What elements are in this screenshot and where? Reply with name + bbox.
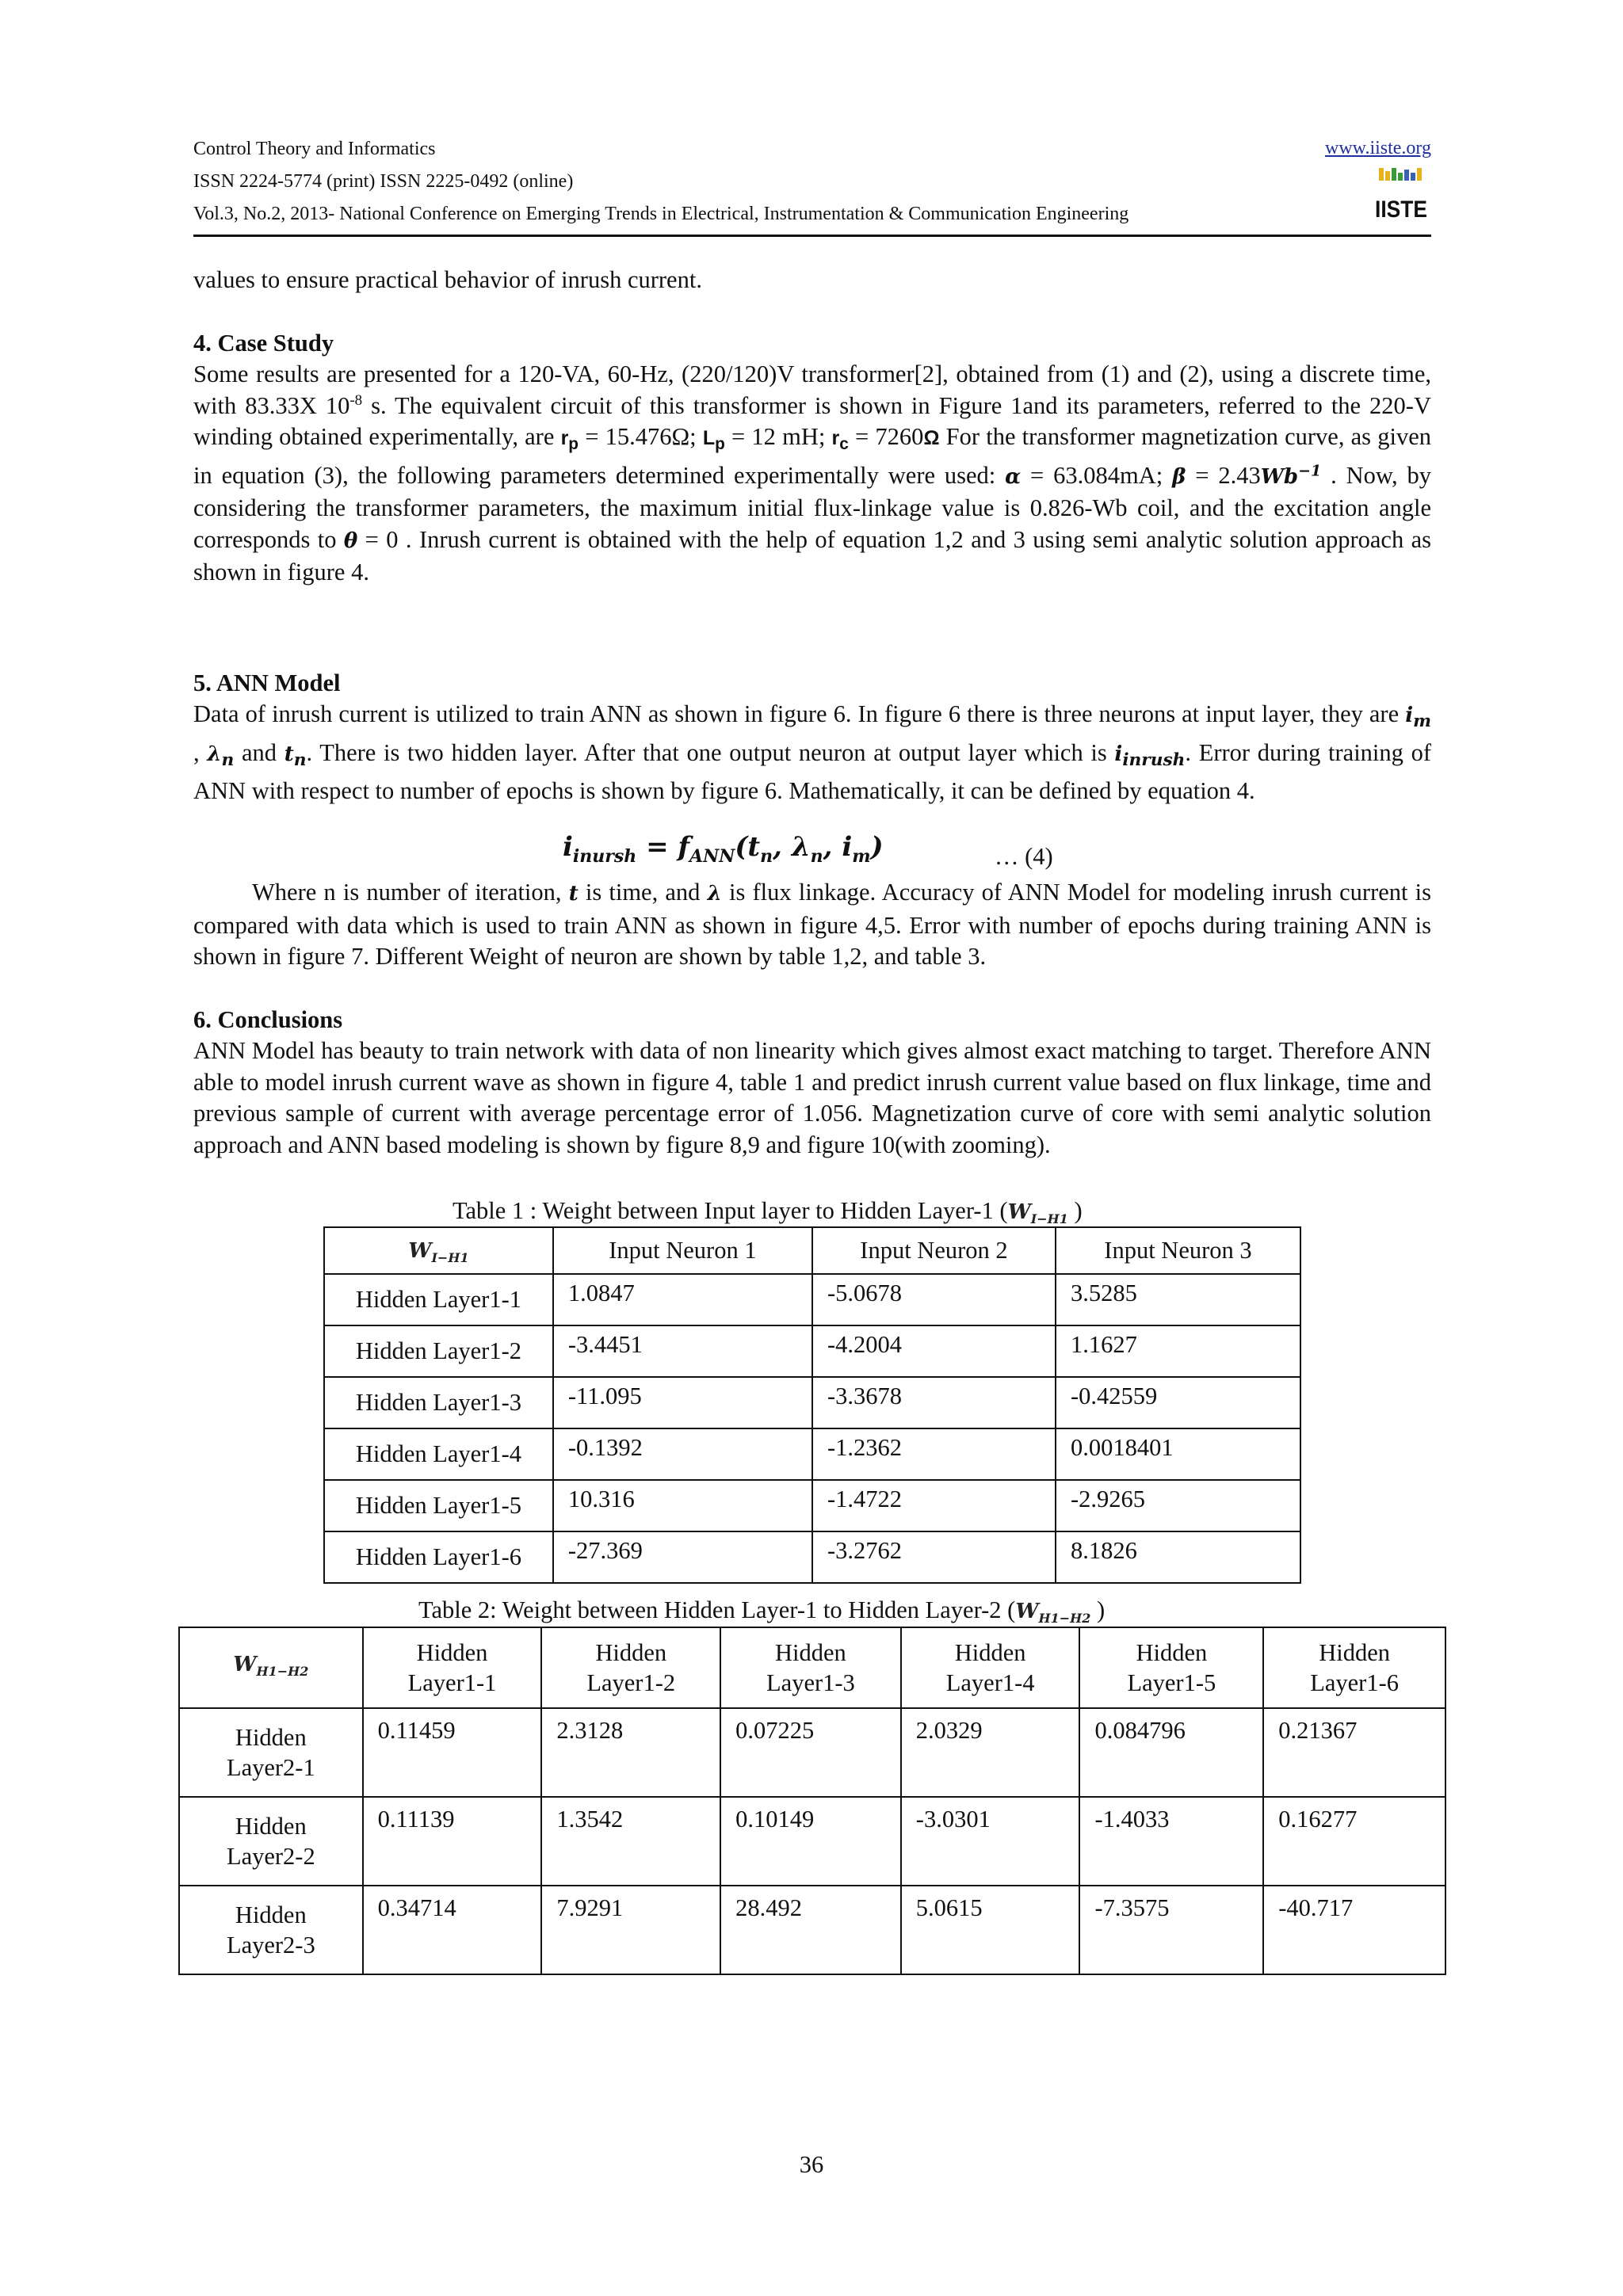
section4-body — [193, 359, 1431, 589]
table2-cell: 0.10149 — [720, 1797, 901, 1886]
s5-text-4: Where n is number of iteration, — [252, 879, 569, 906]
table2-cell: -1.4033 — [1079, 1797, 1263, 1886]
table1-cell: 10.316 — [553, 1480, 812, 1531]
t-symbol: t — [568, 882, 579, 906]
table1-col-header: Input Neuron 3 — [1056, 1227, 1300, 1274]
table1-cell: -1.4722 — [812, 1480, 1056, 1531]
table2-cell: 0.084796 — [1079, 1708, 1263, 1797]
tn-symbol: $t_n$ — [284, 742, 307, 770]
table1-cell: -0.42559 — [1056, 1377, 1300, 1428]
table2-col-header: Hidden Layer1-4 — [901, 1627, 1080, 1708]
table1-corner: $W_{I-H1}$ — [324, 1227, 553, 1274]
table2 — [178, 1627, 1446, 1975]
table1-row-label: Hidden Layer1-1 — [324, 1274, 553, 1325]
table1-cell: 1.0847 — [553, 1274, 812, 1325]
table2-cell: 5.0615 — [901, 1886, 1080, 1974]
table2-cell: 0.11139 — [363, 1797, 542, 1886]
table2-header-row — [179, 1627, 1445, 1708]
iiste-logo-wordmark: IISTE — [1375, 196, 1427, 223]
rc-value: = 7260 — [848, 423, 924, 450]
s4-text-1: Some results are presented for a 120-VA, 60-Hz, (220/120)V transformer[2], obtained from (1) and (2), using a discrete time, with 83.33X 10 — [193, 360, 1431, 419]
table-row — [324, 1480, 1300, 1531]
header-rule — [193, 235, 1431, 237]
table2-col-header: Hidden Layer1-2 — [541, 1627, 720, 1708]
table1-cell: -5.0678 — [812, 1274, 1056, 1325]
table-row — [324, 1377, 1300, 1428]
table2-row-label: Hidden Layer2-3 — [179, 1886, 363, 1974]
table2-cell: 2.3128 — [541, 1708, 720, 1797]
section6-body: ANN Model has beauty to train network with data of non linearity which gives almost exact matching to target. Therefore ANN able to model inrush current wave as shown in figure 4, table 1 and predict inrush current value based on flux linkage, time and previous sample of current with average percentage error of 1.056. Magnetization curve of core with semi analytic solution approach and ANN based modeling is shown by figure 8,9 and figure 10(with zooming). — [193, 1037, 1431, 1158]
table1-cell: -4.2004 — [812, 1325, 1056, 1377]
s5-text-2: . There is two hidden layer. After that one output neuron at output layer which is — [306, 738, 1115, 766]
table1-row-label: Hidden Layer1-6 — [324, 1531, 553, 1583]
s5-text-3: . Error during training of ANN with respect to number of epochs is shown by figure 6. Mathematically, it can be defined by equation 4. — [193, 738, 1431, 805]
s4-text-5: = 0 . Inrush current is obtained with the help of equation 1,2 and 3 using semi analytic solution approach as shown in figure 4. — [193, 525, 1431, 585]
s5-text-1: Data of inrush current is utilized to train ANN as shown in figure 6. In figure 6 there is three neurons at input layer, they are — [193, 700, 1406, 727]
page-number: 36 — [799, 2151, 824, 2178]
journal-url-link[interactable]: www.iiste.org — [1325, 138, 1431, 158]
table-row — [324, 1428, 1300, 1480]
table2-cell: 7.9291 — [541, 1886, 720, 1974]
table2-cell: 1.3542 — [541, 1797, 720, 1886]
table2-col-header: Hidden Layer1-3 — [720, 1627, 901, 1708]
table1-cell: 1.1627 — [1056, 1325, 1300, 1377]
table1-row-label: Hidden Layer1-3 — [324, 1377, 553, 1428]
table1 — [323, 1226, 1301, 1584]
table2-cell: 0.21367 — [1263, 1708, 1445, 1797]
lambda-symbol: λ — [707, 882, 722, 906]
table2-col-header: Hidden Layer1-5 — [1079, 1627, 1263, 1708]
beta-symbol: β — [1172, 464, 1186, 489]
table1-col-header: Input Neuron 1 — [553, 1227, 812, 1274]
alpha-value: = 63.084mA; — [1021, 461, 1173, 489]
table2-cell: 0.07225 — [720, 1708, 901, 1797]
table1-header-row — [324, 1227, 1300, 1274]
table2-cell: -7.3575 — [1079, 1886, 1263, 1974]
omega-symbol: Ω — [923, 427, 940, 449]
section5-heading: 5. ANN Model — [193, 669, 341, 696]
table-row — [324, 1274, 1300, 1325]
beta-value: = 2.43 — [1186, 461, 1261, 489]
section6-heading: 6. Conclusions — [193, 1006, 343, 1033]
rp-value: = 15.476Ω; — [579, 423, 703, 450]
table2-cell: 0.34714 — [363, 1886, 542, 1974]
s4-text-3: For the transformer magnetization curve, as given in equation (3), the following parameters determined experimentally were used: — [193, 423, 1431, 489]
table2-corner: $W_{H1-H2}$ — [179, 1627, 363, 1708]
table-row — [179, 1797, 1445, 1886]
table1-cell: -27.369 — [553, 1531, 812, 1583]
table1-row-label: Hidden Layer1-2 — [324, 1325, 553, 1377]
theta-symbol: θ — [343, 528, 358, 553]
table1-cell: -3.4451 — [553, 1325, 812, 1377]
lambda-n-symbol: $\lambda_n$ — [207, 742, 235, 770]
wb-unit: $Wb^{-1}$ — [1260, 461, 1322, 489]
table1-cell: -11.095 — [553, 1377, 812, 1428]
table-row — [324, 1531, 1300, 1583]
alpha-symbol: α — [1005, 464, 1022, 489]
table1-caption: Table 1 : Weight between Input layer to Hidden Layer-1 ($W_{I-H1}$ ) — [453, 1197, 1083, 1227]
table1-row-label: Hidden Layer1-4 — [324, 1428, 553, 1480]
im-symbol: $i_m$ — [1405, 704, 1431, 732]
equation-4: $i_{inursh} = f_{ANN}(t_n$, $\lambda_n$, $i_m$) — [563, 831, 884, 867]
intro-line: values to ensure practical behavior of inrush current. — [193, 266, 702, 293]
table1-cell: 0.0018401 — [1056, 1428, 1300, 1480]
table2-col-header: Hidden Layer1-6 — [1263, 1627, 1445, 1708]
iinrush-symbol: $i_{inrush}$ — [1114, 742, 1186, 770]
table2-caption: Table 2: Weight between Hidden Layer-1 to Hidden Layer-2 ($W_{H1-H2}$ ) — [418, 1596, 1106, 1627]
table1-cell: 8.1826 — [1056, 1531, 1300, 1583]
section5-body-2 — [193, 877, 1431, 973]
table2-cell: 28.492 — [720, 1886, 901, 1974]
rc-symbol: $r_c$ — [831, 427, 849, 453]
table2-cell: 0.11459 — [363, 1708, 542, 1797]
table-row — [179, 1886, 1445, 1974]
table2-cell: -3.0301 — [901, 1797, 1080, 1886]
iiste-logo-icon — [1373, 166, 1430, 225]
table2-cell: -40.717 — [1263, 1886, 1445, 1974]
equation-number: … (4) — [995, 843, 1053, 870]
table2-col-header: Hidden Layer1-1 — [363, 1627, 542, 1708]
s4-text-2: s. The equivalent circuit of this transformer is shown in Figure 1and its parameters, referred to the 220-V winding obtained experimentally, are — [193, 391, 1431, 450]
issn-line: ISSN 2224-5774 (print) ISSN 2225-0492 (online) — [193, 171, 574, 192]
section5-body-1: Data of inrush current is utilized to train ANN as shown in figure 6. In figure 6 there is three neurons at input layer, they are $i_m$ , $\lambda_n$ and $t_n$. There is two hidden layer. After that one output neuron at output layer which is $i_{inrush}$. Error during training of ANN with respect to number of epochs is shown by figure 6. Mathematically, it can be defined by equation 4. — [193, 700, 1431, 805]
table1-cell: -3.3678 — [812, 1377, 1056, 1428]
table-row — [324, 1325, 1300, 1377]
s5-text-6: is flux linkage. Accuracy of ANN Model for modeling inrush current is compared with data which is used to train ANN as shown in figure 4,5. Error with number of epochs during training ANN is shown in figure 7. Different Weight of neuron are shown by table 1,2, and table 3. — [193, 879, 1431, 970]
table1-cell: 3.5285 — [1056, 1274, 1300, 1325]
lp-symbol: $L_p$ — [702, 427, 725, 453]
table2-cell: 0.16277 — [1263, 1797, 1445, 1886]
table1-cell: -2.9265 — [1056, 1480, 1300, 1531]
s4-exponent: -8 — [349, 391, 363, 409]
table2-row-label: Hidden Layer2-1 — [179, 1708, 363, 1797]
section4-heading: 4. Case Study — [193, 330, 334, 357]
table2-row-label: Hidden Layer2-2 — [179, 1797, 363, 1886]
table1-row-label: Hidden Layer1-5 — [324, 1480, 553, 1531]
s4-text-4: . Now, by considering the transformer parameters, the maximum initial flux-linkage value is 0.826-Wb coil, and the excitation angle corresponds to — [193, 461, 1431, 553]
volume-line: Vol.3, No.2, 2013- National Conference on Emerging Trends in Electrical, Instrumentation & Communication Engineering — [193, 204, 1129, 224]
table1-col-header: Input Neuron 2 — [812, 1227, 1056, 1274]
table1-cell: -0.1392 — [553, 1428, 812, 1480]
journal-title: Control Theory and Informatics — [193, 139, 436, 159]
table1-cell: -1.2362 — [812, 1428, 1056, 1480]
rp-symbol: $r_p$ — [560, 427, 579, 453]
table-row — [179, 1708, 1445, 1797]
table1-cell: -3.2762 — [812, 1531, 1056, 1583]
s5-text-5: is time, and — [578, 879, 708, 906]
lp-value: = 12 mH; — [724, 423, 826, 450]
table2-cell: 2.0329 — [901, 1708, 1080, 1797]
